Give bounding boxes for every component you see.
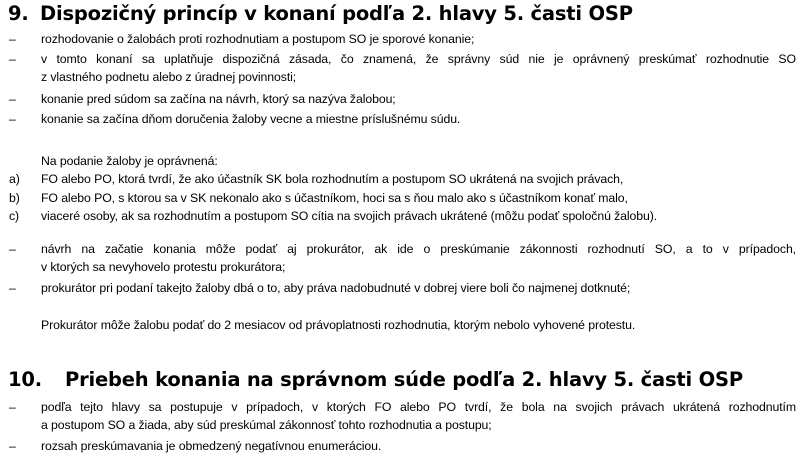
list-item-text <box>41 50 796 86</box>
list-item-line: podľa tejto hlavy sa postupuje v prípadoch, v ktorých FO alebo PO tvrdí, že bola na svojich právach ukrátená rozhodnutím <box>41 400 796 414</box>
list-item-text <box>41 398 796 434</box>
list-item-line: z vlastného podnetu alebo z úradnej povinnosti; <box>41 70 297 84</box>
dash-marker: – <box>9 92 16 106</box>
closing-paragraph: Prokurátor môže žalobu podať do 2 mesiacov od právoplatnosti rozhodnutia, ktorým nebolo vyhovené protestu. <box>41 318 636 332</box>
lettered-item-text: FO alebo PO, s ktorou sa v SK nekonalo ako s účastníkom, hoci sa s ňou malo ako s účastníkom konať malo, <box>41 191 628 205</box>
section-9-title: Dispozičný princíp v konaní podľa 2. hlavy 5. časti OSP <box>40 2 633 25</box>
section-9-number: 9. <box>8 2 29 25</box>
dash-marker: – <box>9 32 16 46</box>
dash-marker: – <box>9 281 16 295</box>
letter-marker: a) <box>9 172 20 186</box>
section-10-title: Priebeh konania na správnom súde podľa 2. hlavy 5. časti OSP <box>65 368 743 391</box>
dash-marker: – <box>9 439 16 453</box>
entitlement-intro: Na podanie žaloby je oprávnená: <box>41 154 218 168</box>
list-item-line: a postupom SO a žiada, aby súd preskúmal zákonnosť tohto rozhodnutia a postupu; <box>41 418 492 432</box>
dash-marker: – <box>9 242 16 256</box>
list-item-line: v tomto konaní sa uplatňuje dispozičná zásada, čo znamená, že správny súd nie je oprávnený preskúmať rozhodnutie SO <box>41 52 796 66</box>
letter-marker: c) <box>9 209 20 223</box>
lettered-item-text: FO alebo PO, ktorá tvrdí, že ako účastník SK bola rozhodnutím a postupom SO ukrátená na svojich právach, <box>41 172 624 186</box>
list-item-text <box>41 240 796 276</box>
list-item-line: návrh na začatie konania môže podať aj prokurátor, ak ide o preskúmanie zákonnosti rozhodnutí SO, a to v prípadoch, <box>41 242 796 256</box>
list-item-text: prokurátor pri podaní takejto žaloby dbá o to, aby práva nadobudnuté v dobrej viere boli čo najmenej dotknuté; <box>41 281 631 295</box>
dash-marker: – <box>9 400 16 414</box>
section-9-heading <box>8 2 633 26</box>
letter-marker: b) <box>9 191 20 205</box>
lettered-item-text: viaceré osoby, ak sa rozhodnutím a postupom SO cítia na svojich právach ukrátené (môžu podať spoločnú žalobu). <box>41 209 658 223</box>
dash-marker: – <box>9 52 16 66</box>
list-item-text: rozsah preskúmavania je obmedzený negatívnou enumeráciou. <box>41 439 382 453</box>
list-item-text: rozhodovanie o žalobách proti rozhodnutiam a postupom SO je sporové konanie; <box>41 32 475 46</box>
list-item-text: konanie sa začína dňom doručenia žaloby vecne a miestne príslušnému súdu. <box>41 112 461 126</box>
dash-marker: – <box>9 112 16 126</box>
section-10-heading <box>8 368 743 392</box>
list-item-line: v ktorých sa nevyhovelo protestu prokurátora; <box>41 260 286 274</box>
section-10-number: 10. <box>8 368 42 391</box>
list-item-text: konanie pred súdom sa začína na návrh, ktorý sa nazýva žalobou; <box>41 92 396 106</box>
